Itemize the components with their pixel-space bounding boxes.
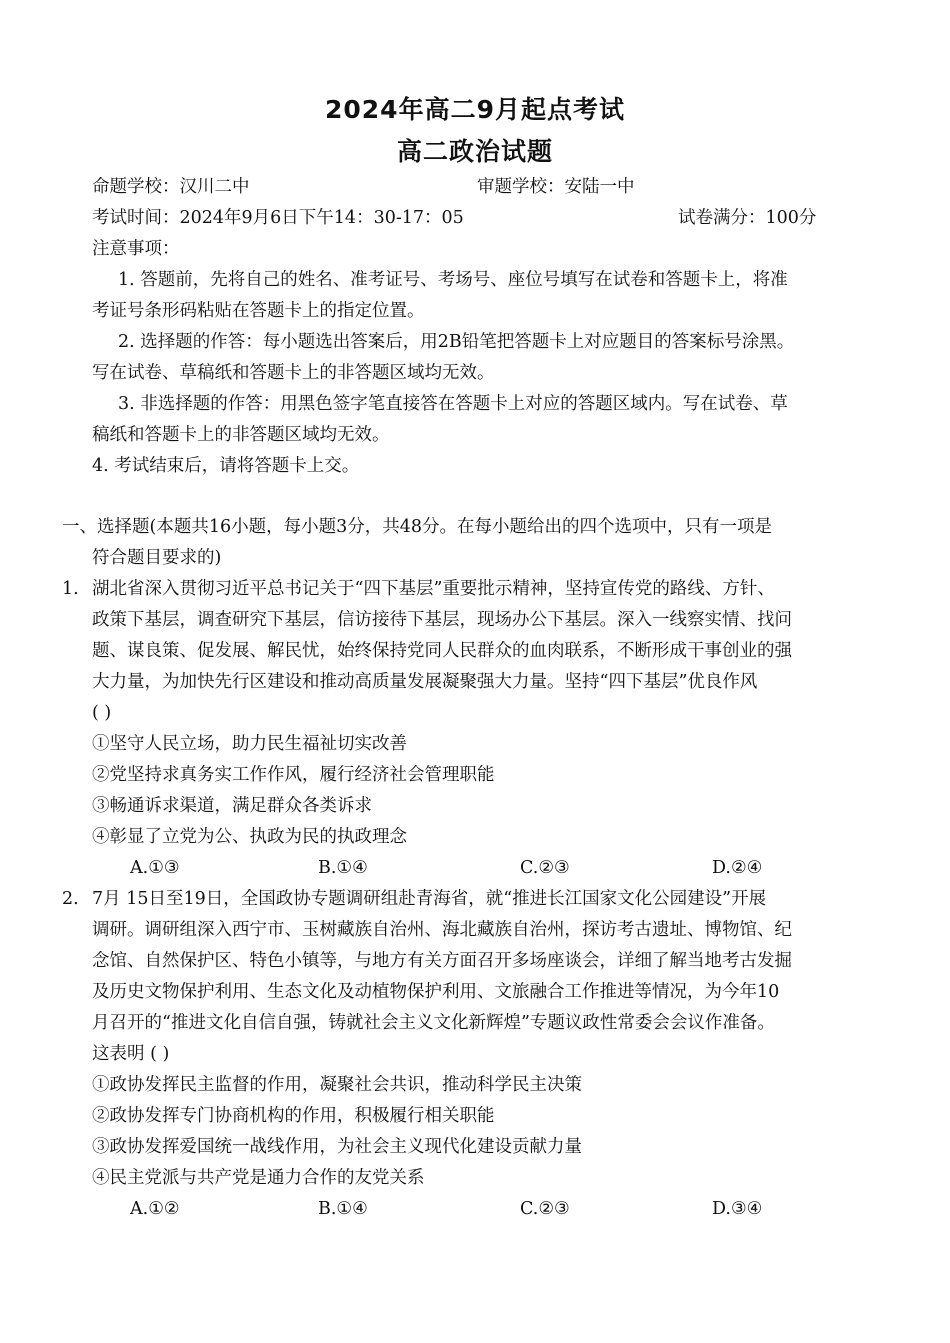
- question-stem-line: 这表明 ( ): [92, 1044, 170, 1064]
- question-stem-line: 念馆、自然保护区、特色小镇等，与地方有关方面召开多场座谈会，详细了解当地考古发掘: [92, 951, 792, 971]
- option-c: C.②③: [520, 858, 570, 878]
- option-d: D.②④: [712, 858, 763, 878]
- option-a: A.①②: [130, 1199, 180, 1219]
- exam-title: 2024年高二9月起点考试: [325, 95, 625, 124]
- question-number: 1.: [62, 579, 79, 599]
- question-stem-line: 7月 15日至19日，全国政协专题调研组赴青海省，就“推进长江国家文化公园建设”开展: [92, 889, 767, 909]
- note-line: 考证号条形码粘贴在答题卡上的指定位置。: [92, 301, 425, 321]
- note-line: 稿纸和答题卡上的非答题区域均无效。: [92, 425, 390, 445]
- statement: ③畅通诉求渠道，满足群众各类诉求: [92, 796, 372, 816]
- note-line: 3. 非选择题的作答：用黑色签字笔直接答在答题卡上对应的答题区域内。写在试卷、草: [118, 394, 788, 414]
- statement: ④彰显了立党为公、执政为民的执政理念: [92, 827, 407, 847]
- notes-heading: 注意事项：: [92, 239, 180, 259]
- section-heading-cont: 符合题目要求的): [92, 548, 222, 568]
- question-stem-line: 调研。调研组深入西宁市、玉树藏族自治州、海北藏族自治州，探访考古遗址、博物馆、纪: [92, 920, 792, 940]
- note-line: 2. 选择题的作答：每小题选出答案后，用2B铅笔把答题卡上对应题目的答案标号涂黑。: [118, 332, 795, 352]
- question-stem-line: 题、谋良策、促发展、解民忧，始终保持党同人民群众的血肉联系，不断形成干事创业的强: [92, 641, 792, 661]
- note-line: 1. 答题前，先将自己的姓名、准考证号、考场号、座位号填写在试卷和答题卡上，将准: [118, 270, 788, 290]
- setting-school: 命题学校：汉川二中: [92, 177, 250, 197]
- section-heading: 一、选择题(本题共16小题，每小题3分，共48分。在每小题给出的四个选项中，只有一项是: [62, 517, 772, 537]
- question-stem-line: 月召开的“推进文化自信自强，铸就社会主义文化新辉煌”专题议政性常委会会议作准备。: [92, 1013, 775, 1033]
- statement: ②政协发挥专门协商机构的作用，积极履行相关职能: [92, 1106, 495, 1126]
- option-a: A.①③: [130, 858, 180, 878]
- question-stem-line: 大力量，为加快先行区建设和推动高质量发展凝聚强大力量。坚持“四下基层”优良作风: [92, 672, 758, 692]
- note-line: 4. 考试结束后，请将答题卡上交。: [92, 456, 360, 476]
- question-stem-line: 政策下基层，调查研究下基层，信访接待下基层，现场办公下基层。深入一线察实情、找问: [92, 610, 792, 630]
- option-c: C.②③: [520, 1199, 570, 1219]
- reviewing-school: 审题学校：安陆一中: [477, 177, 635, 197]
- statement: ①坚守人民立场，助力民生福祉切实改善: [92, 734, 407, 754]
- statement: ③政协发挥爱国统一战线作用，为社会主义现代化建设贡献力量: [92, 1137, 582, 1157]
- exam-time: 考试时间：2024年9月6日下午14：30-17：05: [92, 208, 464, 228]
- option-b: B.①④: [318, 1199, 368, 1219]
- exam-subtitle: 高二政治试题: [396, 137, 553, 166]
- option-d: D.③④: [712, 1199, 763, 1219]
- full-score: 试卷满分：100分: [678, 208, 817, 228]
- statement: ①政协发挥民主监督的作用，凝聚社会共识，推动科学民主决策: [92, 1075, 582, 1095]
- question-stem-line: 湖北省深入贯彻习近平总书记关于“四下基层”重要批示精神，坚持宣传党的路线、方针、: [92, 579, 775, 599]
- statement: ②党坚持求真务实工作作风，履行经济社会管理职能: [92, 765, 495, 785]
- answer-bracket: ( ): [92, 703, 112, 723]
- question-number: 2.: [62, 889, 79, 909]
- statement: ④民主党派与共产党是通力合作的友党关系: [92, 1168, 425, 1188]
- note-line: 写在试卷、草稿纸和答题卡上的非答题区域均无效。: [92, 363, 495, 383]
- question-stem-line: 及历史文物保护利用、生态文化及动植物保护利用、文旅融合工作推进等情况，为今年10: [92, 982, 780, 1002]
- option-b: B.①④: [318, 858, 368, 878]
